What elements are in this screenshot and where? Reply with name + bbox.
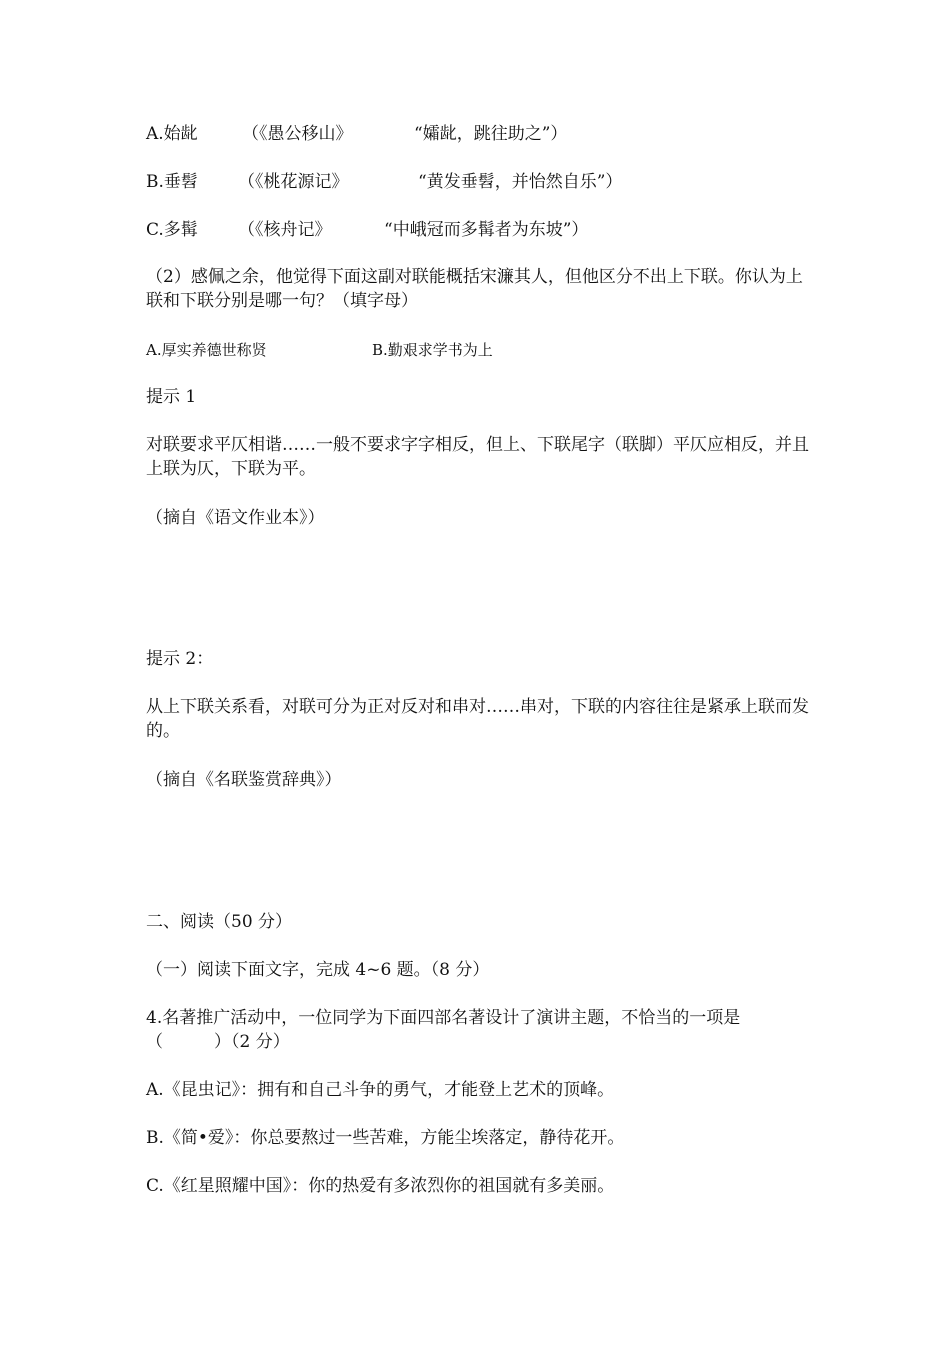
hint-2-body: 从上下联关系看，对联可分为正对反对和串对……串对，下联的内容往往是紧承上联而发的。 (146, 697, 809, 741)
hint-1-title: 提示 1 (146, 387, 197, 407)
section-2-subheading: （一）阅读下面文字，完成 4~6 题。（8 分） (146, 960, 490, 980)
question-4-text: 4.名著推广活动中，一位同学为下面四部名著设计了演讲主题，不恰当的一项是（ ）（2 分） (146, 1008, 741, 1052)
q4-option-b: B.《简•爱》：你总要熬过一些苦难，方能尘埃落定，静待花开。 (146, 1128, 625, 1148)
question-2-text: （2）感佩之余，他觉得下面这副对联能概括宋濂其人，但他区分不出上下联。你认为上联和下联分别是哪一句？（填字母） (146, 267, 803, 311)
q4-option-c: C.《红星照耀中国》：你的热爱有多浓烈你的祖国就有多美丽。 (146, 1176, 615, 1196)
couplet-option-b: B.勤艰求学书为上 (372, 341, 493, 359)
option-b-word: B.垂髫 (146, 172, 198, 192)
option-b-quote: “黄发垂髫，并怡然自乐”） (418, 172, 623, 192)
hint-1-body: 对联要求平仄相谐……一般不要求字字相反，但上、下联尾字（联脚）平仄应相反，并且上联为仄，下联为平。 (146, 435, 809, 479)
couplet-option-a: A.厚实养德世称贤 (146, 341, 267, 359)
option-c-source: （《核舟记》 (238, 220, 332, 240)
option-a-source: （《愚公移山》 (242, 124, 353, 144)
option-a-word: A.始龀 (146, 124, 198, 144)
hint-2-title: 提示 2： (146, 649, 214, 669)
hint-1-source: （摘自《语文作业本》） (146, 508, 325, 528)
option-c-quote: “中峨冠而多髯者为东坡”） (384, 220, 589, 240)
section-2-heading: 二、阅读（50 分） (146, 912, 293, 932)
option-a-quote: “孀龀，跳往助之”） (414, 124, 568, 144)
hint-2-source: （摘自《名联鉴赏辞典》） (146, 770, 342, 790)
q4-option-a: A.《昆虫记》：拥有和自己斗争的勇气，才能登上艺术的顶峰。 (146, 1080, 615, 1100)
option-b-source: （《桃花源记》 (238, 172, 349, 192)
option-c-word: C.多髯 (146, 220, 198, 240)
